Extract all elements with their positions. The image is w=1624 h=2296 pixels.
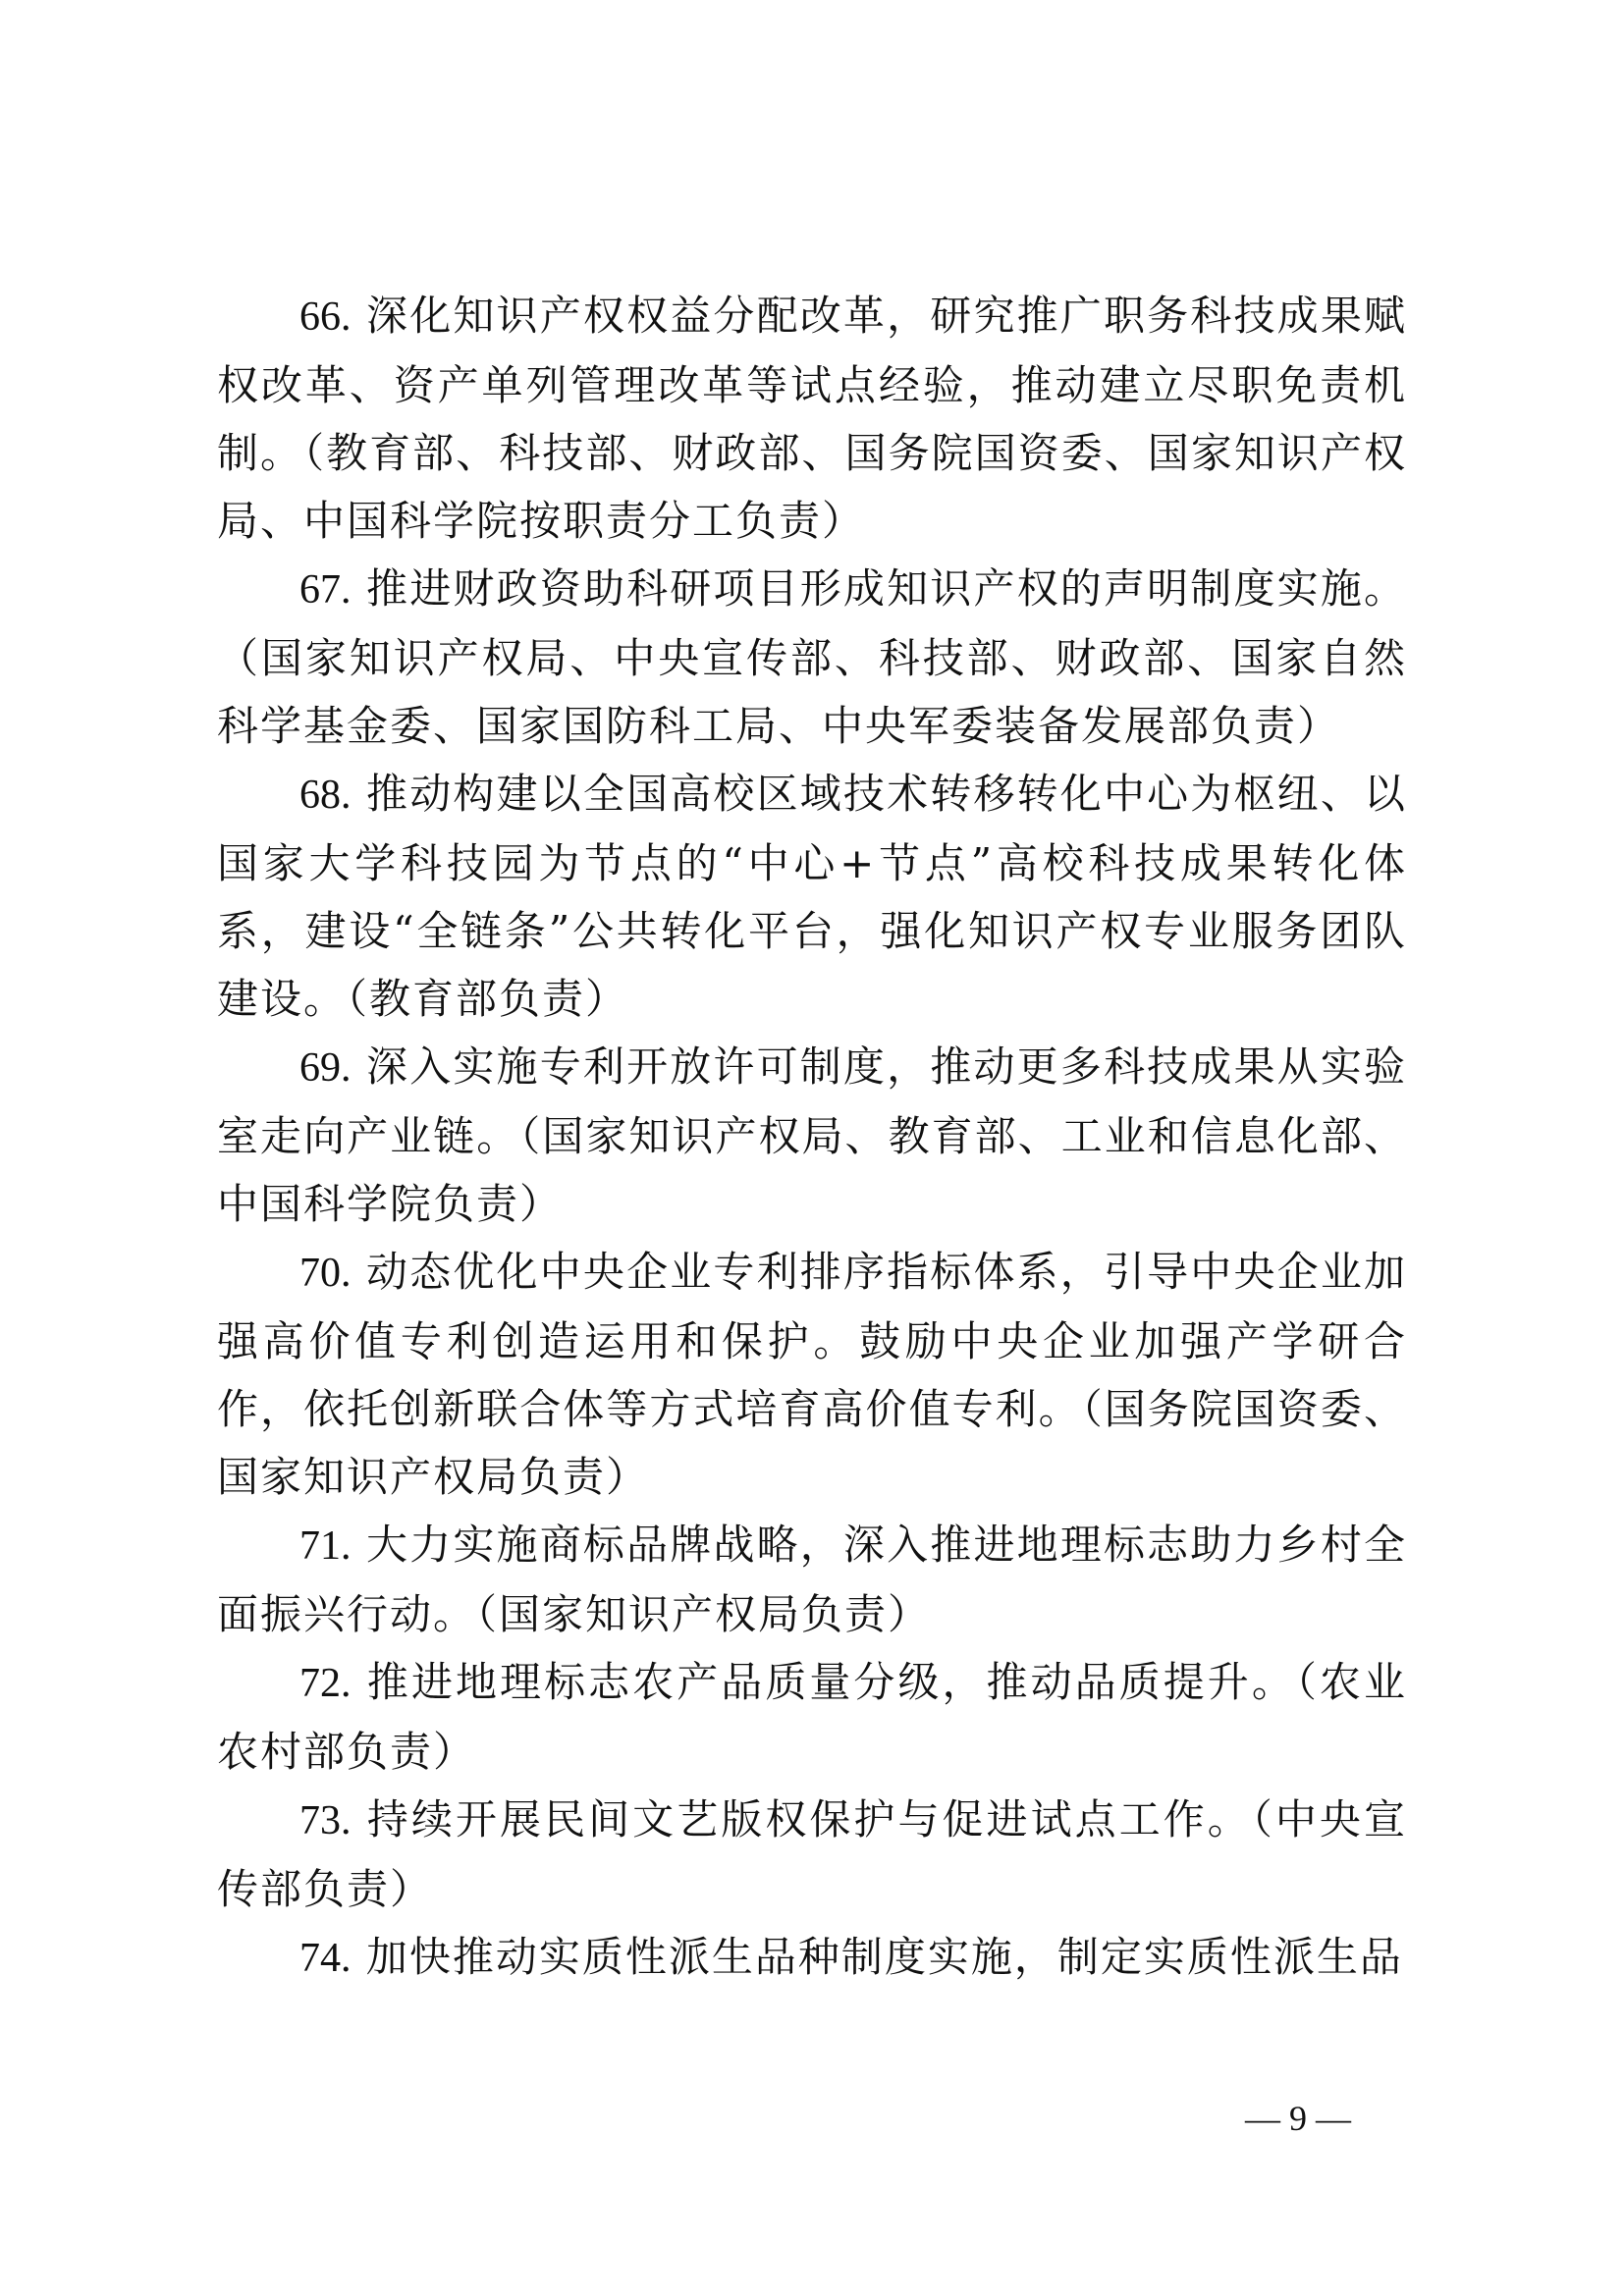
item-responsibility: （国家知识产权局、中央宣传部、科技部、财政部、国家自然科学基金委、国家国防科工局、中央军委装备发展部负责） [217, 634, 1407, 750]
item-responsibility: （农业农村部负责） [217, 1658, 1407, 1776]
page-number: — 9 — [1245, 2099, 1351, 2138]
item-responsibility: （中央宣传部负责） [217, 1795, 1407, 1913]
list-item-72 [217, 1648, 1407, 1786]
list-item-74 [217, 1923, 1407, 1993]
list-item-66 [217, 282, 1407, 555]
list-item-69 [217, 1033, 1407, 1238]
list-item-68 [217, 760, 1407, 1033]
item-text: 加快推动实质性派生品种制度实施，制定实质性派生品 [365, 1933, 1403, 1981]
list-item-67 [217, 555, 1407, 760]
item-text: 推进财政资助科研项目形成知识产权的声明制度实施。 [366, 564, 1407, 613]
item-text: 推进地理标志农产品质量分级，推动品质提升。 [366, 1658, 1296, 1706]
item-text: 深入实施专利开放许可制度，推动更多科技成果从实验室走向产业链。 [217, 1042, 1407, 1160]
item-responsibility: （教育部、科技部、财政部、国务院国资委、国家知识产权局、中国科学院按职责分工负责） [217, 429, 1407, 545]
item-responsibility: （国家知识产权局、教育部、工业和信息化部、中国科学院负责） [217, 1112, 1407, 1228]
list-item-70 [217, 1238, 1407, 1511]
item-number: 69. [299, 1045, 352, 1091]
item-number: 66. [299, 294, 352, 340]
item-text: 深化知识产权权益分配改革，研究推广职务科技成果赋权改革、资产单列管理改革等试点经验，推动建立尽职免责机制。 [217, 292, 1407, 477]
item-text: 大力实施商标品牌战略，深入推进地理标志助力乡村全面振兴行动。 [217, 1521, 1407, 1638]
item-number: 67. [299, 567, 352, 613]
item-number: 70. [299, 1251, 352, 1296]
item-number: 72. [299, 1661, 352, 1706]
item-number: 68. [299, 773, 352, 818]
document-body [217, 282, 1407, 1993]
item-text: 推动构建以全国高校区域技术转移转化中心为枢纽、以国家大学科技园为节点的“中心+节点”高校科技成果转化体系，建设“全链条”公共转化平台，强化知识产权专业服务团队建设。 [217, 770, 1407, 1023]
item-number: 71. [299, 1523, 352, 1569]
item-text: 动态优化中央企业专利排序指标体系，引导中央企业加强高价值专利创造运用和保护。鼓励中央企业加强产学研合作，依托创新联合体等方式培育高价值专利。 [217, 1248, 1407, 1433]
list-item-73 [217, 1786, 1407, 1923]
item-responsibility: （国家知识产权局负责） [476, 1590, 932, 1638]
item-number: 73. [299, 1798, 352, 1843]
item-responsibility: （教育部负责） [347, 975, 629, 1023]
item-responsibility: （国务院国资委、国家知识产权局负责） [217, 1385, 1407, 1501]
item-number: 74. [299, 1936, 352, 1981]
item-text: 持续开展民间文艺版权保护与促进试点工作。 [366, 1795, 1252, 1843]
list-item-71 [217, 1511, 1407, 1648]
